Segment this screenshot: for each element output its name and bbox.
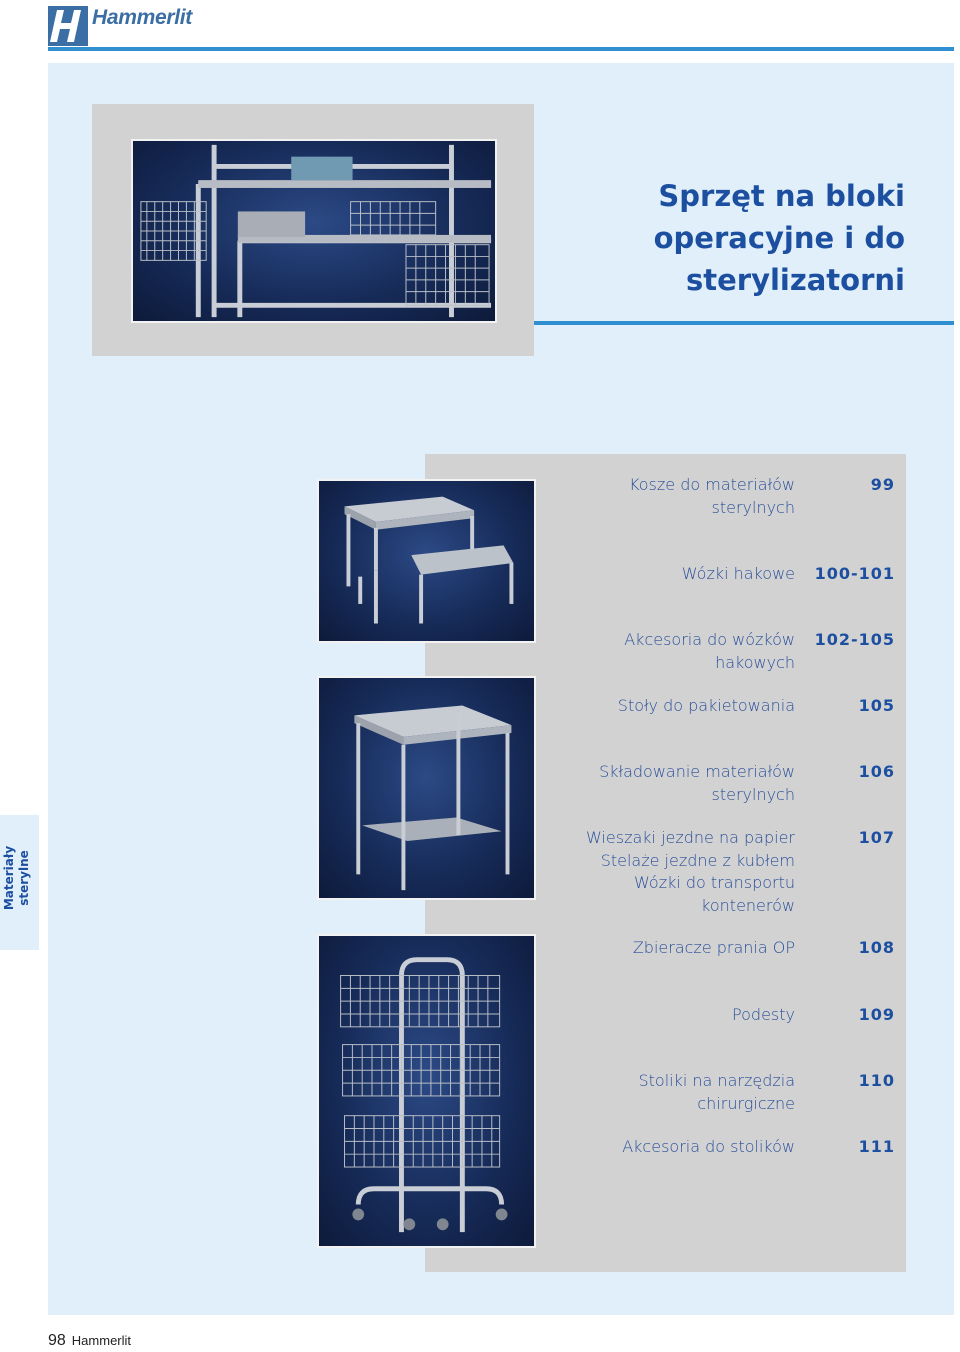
toc-entry[interactable]: [545, 827, 897, 917]
toc-entry-page: 109: [858, 1005, 895, 1024]
toc-entry-label: [545, 1136, 795, 1159]
toc-entry[interactable]: [545, 1136, 897, 1159]
toc-entry-page: 102-105: [814, 630, 895, 649]
toc-entry-label-line: Składowanie materiałów: [599, 762, 795, 781]
toc-entry-label: [545, 937, 795, 960]
toc-entry-label-line: Wózki hakowe: [681, 564, 795, 583]
page-title-line: operacyjne i do: [653, 221, 905, 255]
toc-entry-label: [545, 474, 795, 519]
toc-entry[interactable]: [545, 937, 897, 960]
logo-text: Hammerlit: [92, 6, 193, 29]
toc-entry-page: 106: [858, 762, 895, 781]
toc-entry-label-line: Podesty: [732, 1005, 795, 1024]
logo-icon: [48, 6, 88, 46]
toc-entry-label: [545, 563, 795, 586]
toc-entry-label-line: Akcesoria do stolików: [622, 1137, 795, 1156]
toc-entry-label: [545, 1004, 795, 1027]
toc-entry-label-line: Stelaże jezdne z kubłem: [600, 850, 795, 870]
toc-entry-page: 105: [858, 696, 895, 715]
toc-entry-page: 108: [858, 938, 895, 957]
toc-entry[interactable]: [545, 761, 897, 806]
hero-photo: [131, 139, 497, 323]
toc-entry-label-line: hakowych: [715, 652, 795, 672]
toc-entry-page: 100-101: [814, 564, 895, 583]
toc-entry[interactable]: [545, 474, 897, 519]
toc-entry-page: 107: [858, 828, 895, 847]
toc-entry-page: 111: [858, 1137, 895, 1156]
page-title-line: sterylizatorni: [685, 263, 905, 297]
toc-entry-label-line: chirurgiczne: [697, 1093, 795, 1113]
toc-entry-label-line: Wózki do transportu: [634, 873, 795, 892]
toc-entry-label-line: Stoliki na narzędzia: [638, 1071, 795, 1090]
toc-entry-label: [545, 1070, 795, 1115]
toc-entry-label-line: kontenerów: [701, 895, 795, 915]
toc-entry-label-line: Zbieracze prania OP: [632, 938, 795, 957]
toc-entry[interactable]: [545, 629, 897, 674]
page-number: 98: [48, 1332, 66, 1349]
header-divider: [48, 47, 954, 51]
toc-entry[interactable]: [545, 1004, 897, 1027]
footer-brand: Hammerlit: [71, 1333, 132, 1348]
section-side-tab-label-line: Materiały: [2, 845, 16, 911]
page-title: [560, 175, 905, 301]
toc-entry-page: 99: [870, 475, 895, 494]
toc-entry[interactable]: [545, 695, 897, 718]
toc-entry-label: [545, 695, 795, 718]
product-photo-step-stool: [317, 479, 536, 643]
toc-entry-label-line: Wieszaki jezdne na papier: [585, 828, 795, 847]
toc-entry[interactable]: [545, 1070, 897, 1115]
toc-entry[interactable]: [545, 563, 897, 586]
product-photo-basket-trolley: [317, 934, 536, 1248]
product-photo-packing-table: [317, 676, 536, 900]
toc-entry-label-line: Kosze do materiałów: [629, 475, 795, 494]
toc-entry-label: [545, 761, 795, 806]
section-side-tab-label-line: sterylne: [17, 850, 31, 906]
toc-entry-label-line: Stoły do pakietowania: [617, 696, 795, 715]
toc-entry-label-line: Akcesoria do wózków: [624, 630, 795, 649]
toc-entry-page: 110: [858, 1071, 895, 1090]
section-side-tab-label: [2, 815, 32, 941]
footer: [48, 1332, 131, 1350]
title-divider: [534, 321, 954, 325]
toc-entry-label: [545, 629, 795, 674]
page-title-line: Sprzęt na bloki: [658, 179, 905, 213]
toc-entry-label-line: sterylnych: [711, 784, 795, 804]
toc-entry-label: [545, 827, 795, 917]
toc-entry-label-line: sterylnych: [711, 497, 795, 517]
